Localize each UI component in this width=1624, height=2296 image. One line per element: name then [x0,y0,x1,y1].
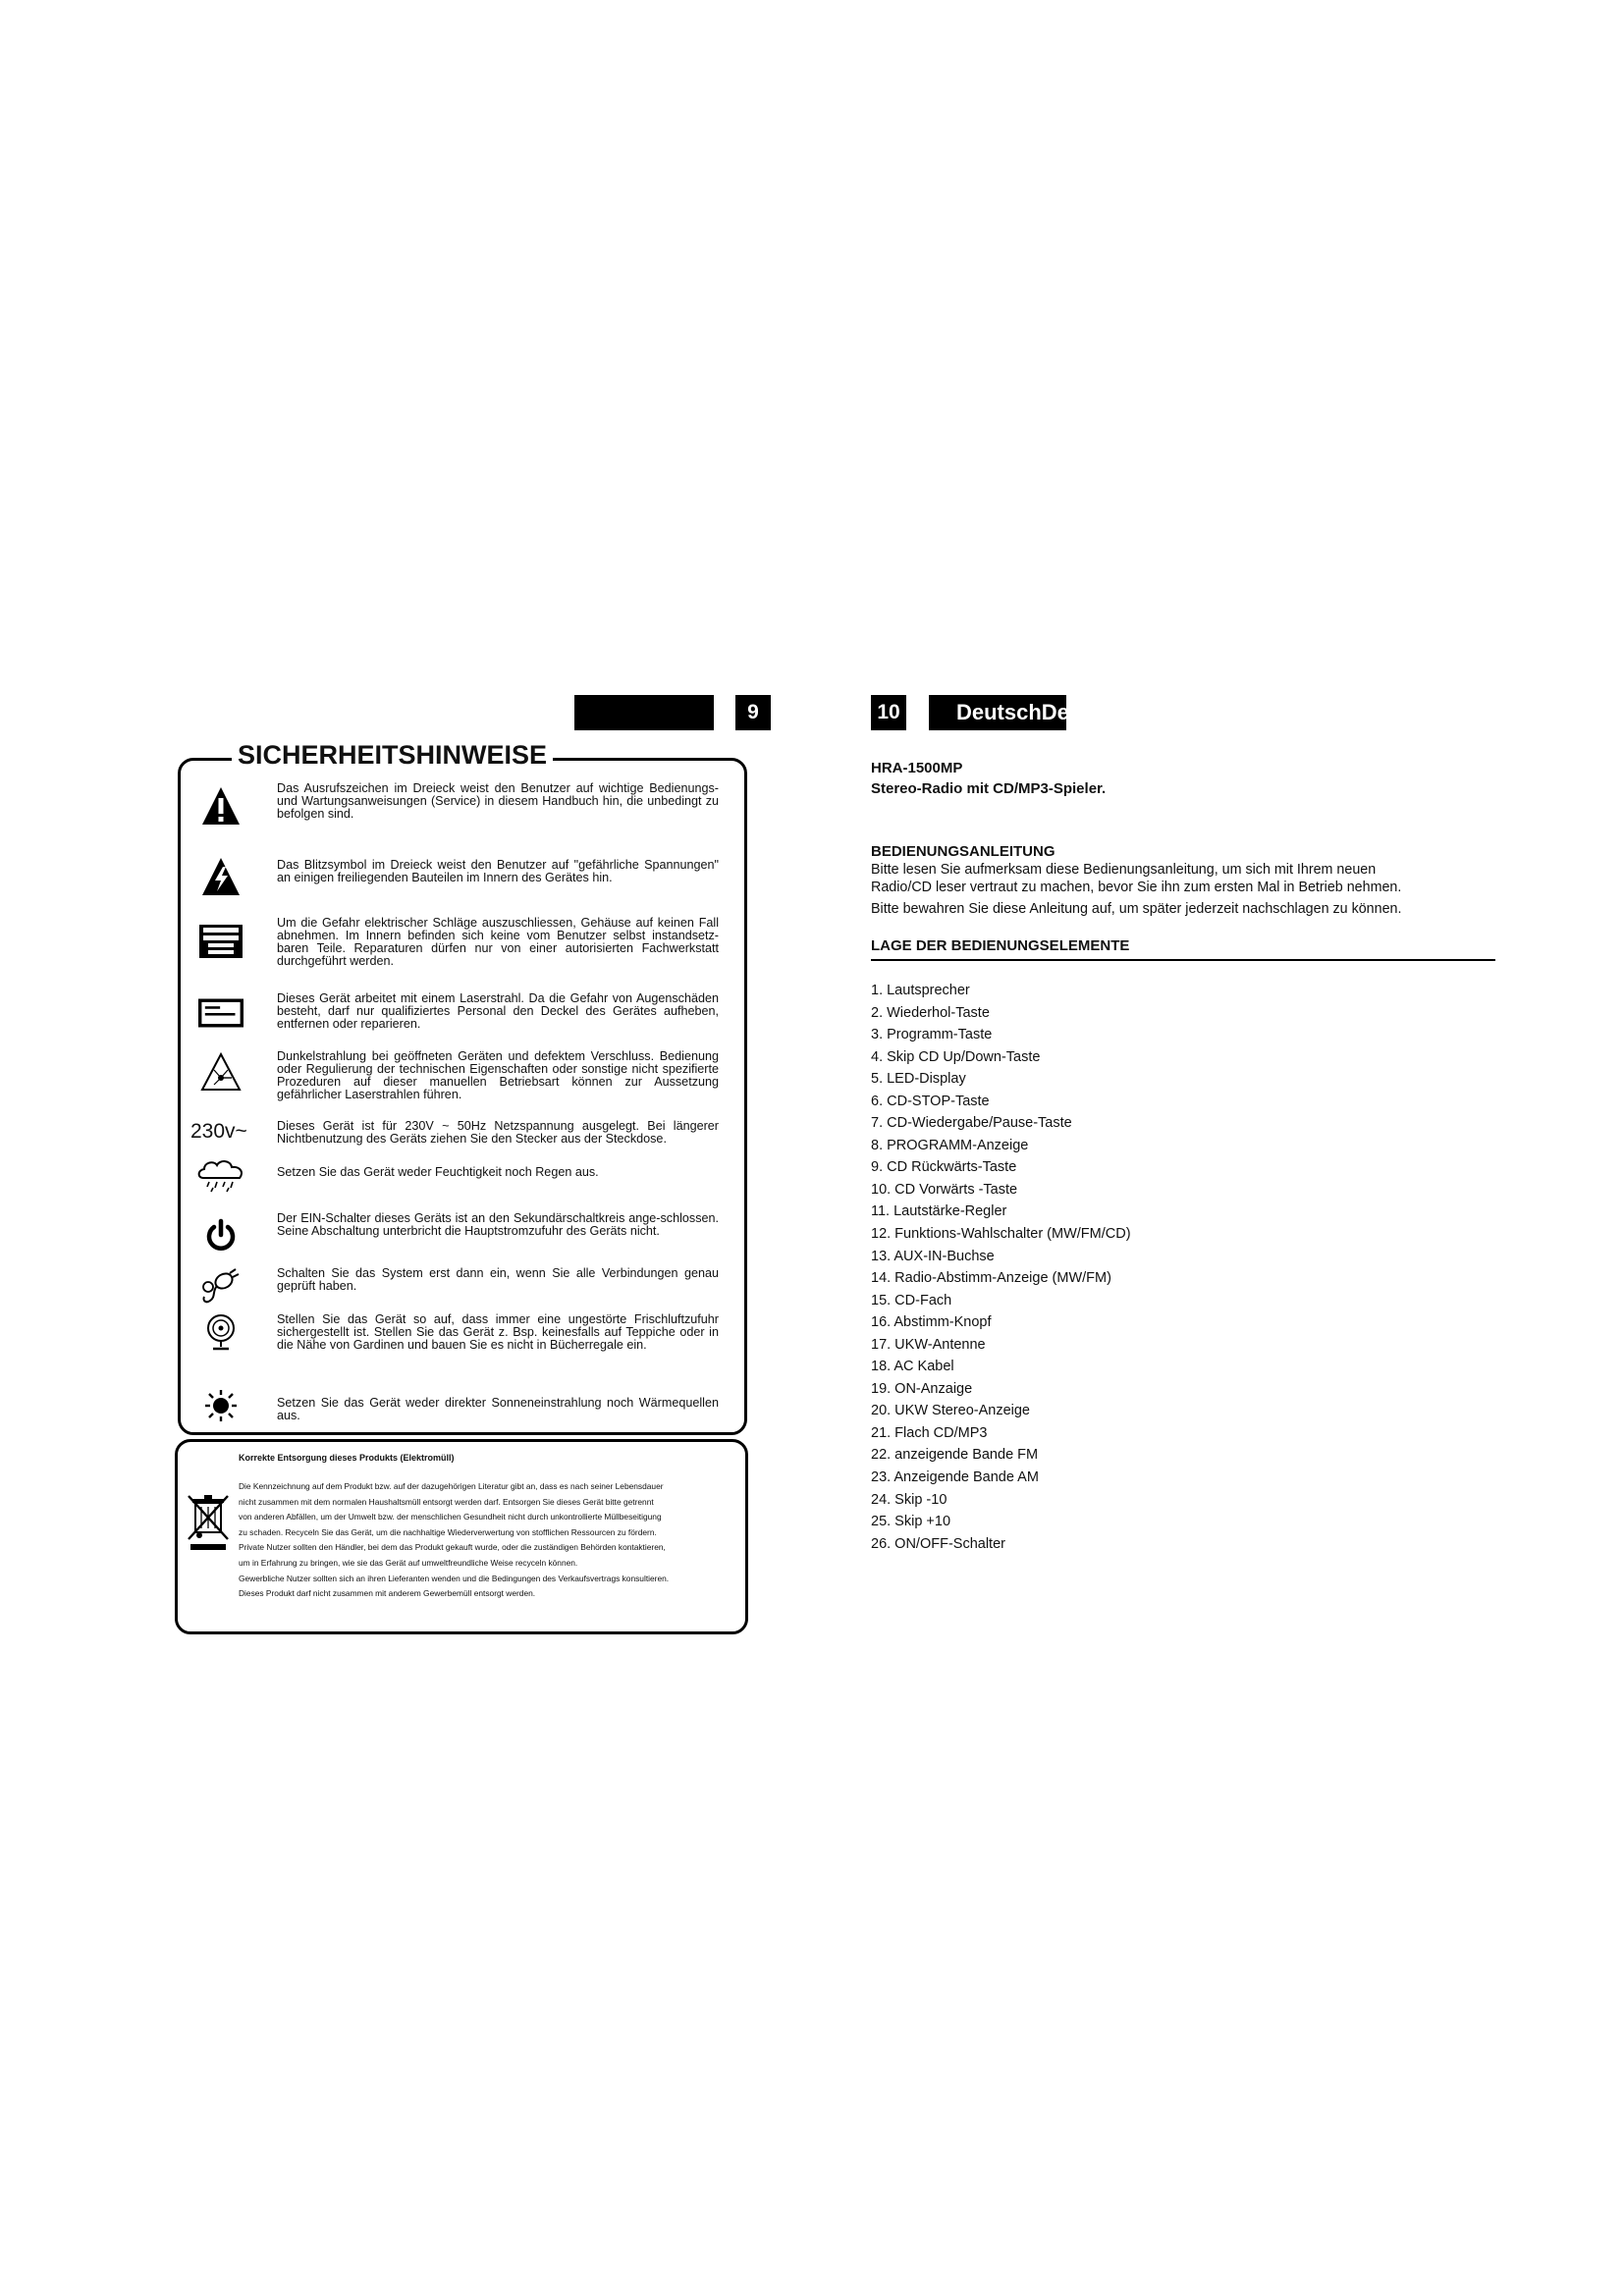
list-item: 12. Funktions-Wahlschalter (MW/FM/CD) [871,1226,1131,1243]
voltage-label: 230v~ [190,1120,247,1143]
manual-heading: BEDIENUNGSANLEITUNG [871,843,1056,860]
product-model: HRA-1500MP [871,760,963,776]
list-item: 11. Lautstärke-Regler [871,1203,1007,1220]
crossed-bin-weee-icon [186,1493,231,1557]
list-item: 2. Wiederhol-Taste [871,1004,990,1021]
list-item: 15. CD-Fach [871,1292,952,1308]
list-item: 22. anzeigende Bande FM [871,1447,1039,1464]
list-item: 18. AC Kabel [871,1359,954,1375]
language-tab: DeutschDe [929,695,1066,730]
safety-item-text: Dieses Gerät ist für 230V ~ 50Hz Netzspannung ausgelegt. Bei längerer Nichtbenutzung des Geräts ziehen Sie den Stecker aus der Steckdose. [277,1119,719,1146]
safety-item-text: Setzen Sie das Gerät weder direkter Sonneneinstrahlung noch Wärmequellen aus. [277,1396,719,1422]
list-item: 5. LED-Display [871,1071,966,1088]
disposal-line: um in Erfahrung zu bringen, wie sie das Gerät auf umweltfreundliche Weise recyceln können. [239,1557,578,1568]
safety-item-text: Das Blitzsymbol im Dreieck weist den Benutzer auf "gefährliche Spannungen" an einigen freiliegenden Bauteilen im Innern des Gerätes hin. [277,858,719,884]
left-page-number: 9 [735,695,771,730]
safety-title: SICHERHEITSHINWEISE [232,739,553,771]
list-item: 24. Skip -10 [871,1491,947,1508]
safety-item-text: Schalten Sie das System erst dann ein, wenn Sie alle Verbindungen genau geprüft haben. [277,1266,719,1293]
safety-item-text: Dunkelstrahlung bei geöffneten Geräten und defektem Verschluss. Bedienung oder Regulierung der technischen Eigenschaften oder sonstige nicht spezifierte Prozeduren auf dieser manuellen Betriebsart können zur Aussetzung gefährlicher Laserstrahlen führen. [277,1049,719,1101]
power-symbol-icon [198,1218,244,1254]
disposal-line: von anderen Abfällen, um der Umwelt bzw. der menschlichen Gesundheit nicht durch unkontrollierte Müllbeseitigung [239,1512,662,1522]
disposal-line: Private Nutzer sollten den Händler, bei dem das Produkt gekauft wurde, oder die zuständigen Behörden kontaktieren, [239,1542,666,1553]
list-item: 25. Skip +10 [871,1514,951,1530]
safety-item-text: Das Ausrufszeichen im Dreieck weist den Benutzer auf wichtige Bedienungs- und Wartungsanweisungen (Service) in diesem Handbuch hin, die unbedingt zu befolgen sind. [277,781,719,821]
list-item: 6. CD-STOP-Taste [871,1093,990,1109]
list-item: 17. UKW-Antenne [871,1336,986,1353]
safety-item-text: Setzen Sie das Gerät weder Feuchtigkeit noch Regen aus. [277,1165,599,1179]
exclamation-triangle-icon [198,786,244,826]
list-item: 20. UKW Stereo-Anzeige [871,1403,1030,1419]
list-item: 19. ON-Anzaige [871,1380,973,1397]
right-page-number: 10 [871,695,906,730]
sun-icon [198,1389,244,1422]
manual-line: Radio/CD leser vertraut zu machen, bevor Sie ihn zum ersten Mal in Betrieb nehmen. [871,880,1402,895]
list-item: 8. PROGRAMM-Anzeige [871,1137,1029,1153]
list-item: 23. Anzeigende Bande AM [871,1469,1039,1486]
disposal-line: Dieses Produkt darf nicht zusammen mit anderem Gewerbemüll entsorgt werden. [239,1588,536,1599]
controls-heading-rule [871,959,1495,961]
list-item: 26. ON/OFF-Schalter [871,1535,1005,1552]
laser-warning-triangle-icon [198,1052,244,1092]
lightning-triangle-icon [198,857,244,896]
manual-line: Bitte bewahren Sie diese Anleitung auf, um später jederzeit nachschlagen zu können. [871,901,1402,917]
disposal-text [239,1479,739,1602]
list-item: 10. CD Vorwärts -Taste [871,1181,1018,1198]
list-item: 3. Programm-Taste [871,1027,993,1043]
safety-item-text: Dieses Gerät arbeitet mit einem Laserstrahl. Da die Gefahr von Augenschäden besteht, darf nur qualifiziertes Personal den Deckel des Gerätes aufheben, entfernen oder reparieren. [277,991,719,1031]
list-item: 16. Abstimm-Knopf [871,1314,992,1331]
disposal-box [175,1439,748,1634]
manual-paragraph [871,861,1499,918]
caution-label-icon [198,925,244,958]
voltage-230v-icon [190,1120,259,1144]
rain-cloud-icon [194,1158,249,1194]
disposal-title: Korrekte Entsorgung dieses Produkts (Elektromüll) [239,1453,455,1463]
disposal-line: zu schaden. Recyceln Sie das Gerät, um die nachhaltige Wiederverwertung von stofflichen Ressourcen zu fördern. [239,1526,657,1537]
product-subtitle: Stereo-Radio mit CD/MP3-Spieler. [871,780,1107,797]
disposal-line: Die Kennzeichnung auf dem Produkt bzw. auf der dazugehörigen Literatur gibt an, dass es nach seiner Lebensdauer [239,1481,664,1491]
ventilation-fan-icon [198,1313,244,1353]
disposal-line: Gewerbliche Nutzer sollten sich an ihren Lieferanten wenden und die Bedingungen des Verkaufsvertrags konsultieren. [239,1573,670,1583]
list-item: 1. Lautsprecher [871,983,970,998]
safety-box [178,740,747,1435]
safety-item-text: Um die Gefahr elektrischer Schläge auszuschliessen, Gehäuse auf keinen Fall abnehmen. Im Innern befinden sich keine vom Benutzer selbst instandsetz-baren Teile. Reparaturen dürfen nur von einer autorisierten Fachwerkstatt durchgeführt werden. [277,916,719,968]
plug-connection-icon [198,1267,244,1307]
list-item: 21. Flach CD/MP3 [871,1424,988,1441]
controls-list [871,980,1131,1555]
manual-line: Bitte lesen Sie aufmerksam diese Bedienungsanleitung, um sich mit Ihrem neuen [871,862,1377,878]
list-item: 14. Radio-Abstimm-Anzeige (MW/FM) [871,1270,1111,1287]
safety-item-text: Stellen Sie das Gerät so auf, dass immer eine ungestörte Frischluftzufuhr sichergestellt ist. Stellen Sie das Gerät z. Bsp. keinesfalls auf Teppiche oder in die Nähe von Gardinen und bauen Sie es nicht in Bücherregale ein. [277,1312,719,1352]
left-header-bar [574,695,714,730]
controls-heading: LAGE DER BEDIENUNGSELEMENTE [871,937,1130,954]
safety-item-text: Der EIN-Schalter dieses Geräts ist an den Sekundärschaltkreis ange-schlossen. Seine Abschaltung unterbricht die Hauptstromzufuhr des Geräts nicht. [277,1211,719,1238]
list-item: 4. Skip CD Up/Down-Taste [871,1048,1041,1065]
list-item: 7. CD-Wiedergabe/Pause-Taste [871,1115,1072,1132]
disposal-line: nicht zusammen mit dem normalen Haushaltsmüll entsorgt werden darf. Entsorgen Sie dieses Gerät bitte getrennt [239,1496,654,1507]
list-item: 9. CD Rückwärts-Taste [871,1159,1017,1176]
class1-laser-label-icon [198,996,244,1030]
list-item: 13. AUX-IN-Buchse [871,1248,995,1264]
